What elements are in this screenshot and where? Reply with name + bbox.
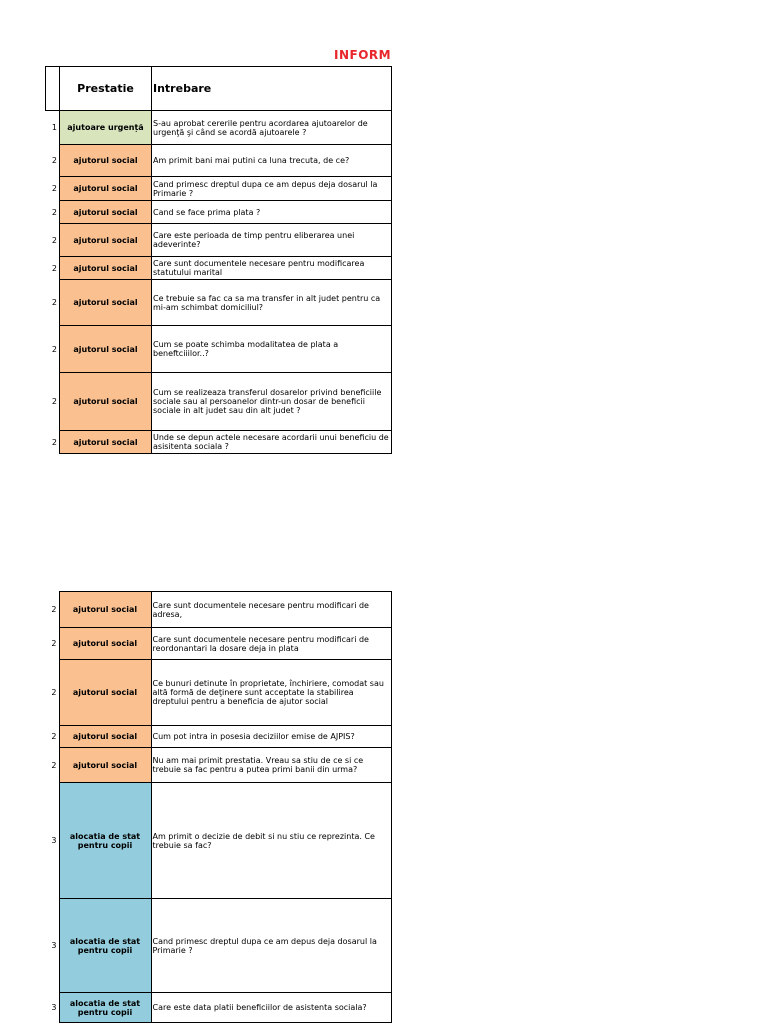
table-row bbox=[46, 224, 392, 257]
row-category: ajutorul social bbox=[59, 628, 151, 660]
row-num: 2 bbox=[46, 373, 60, 431]
row-category: ajutorul social bbox=[59, 748, 151, 783]
row-num: 2 bbox=[46, 326, 60, 373]
row-question: Care sunt documentele necesare pentru modificarea statutului marital bbox=[152, 257, 392, 280]
row-category: ajutorul social bbox=[60, 201, 152, 224]
row-category: ajutorul social bbox=[60, 224, 152, 257]
questions-table-2 bbox=[45, 591, 392, 1023]
row-question: Am primit o decizie de debit si nu stiu ce reprezinta. Ce trebuie sa fac? bbox=[151, 783, 391, 899]
row-question: Cand primesc dreptul dupa ce am depus deja dosarul la Primarie ? bbox=[152, 177, 392, 201]
header-intrebare: Intrebare bbox=[152, 67, 392, 111]
row-question: Unde se depun actele necesare acordarii unui beneficiu de asisitenta sociala ? bbox=[152, 431, 392, 454]
row-num: 2 bbox=[45, 628, 59, 660]
table-row bbox=[46, 431, 392, 454]
row-num: 2 bbox=[46, 224, 60, 257]
row-num: 3 bbox=[45, 993, 59, 1023]
table-row bbox=[46, 280, 392, 326]
row-question: Cum pot intra in posesia deciziilor emise de AJPIS? bbox=[151, 726, 391, 748]
row-question: Nu am mai primit prestatia. Vreau sa stiu de ce si ce trebuie sa fac pentru a putea primi banii din urma? bbox=[151, 748, 391, 783]
row-num: 2 bbox=[45, 748, 59, 783]
row-num: 2 bbox=[45, 592, 59, 628]
table-header-row bbox=[46, 67, 392, 111]
row-num: 2 bbox=[46, 201, 60, 224]
table-row bbox=[45, 993, 391, 1023]
row-category: ajutorul social bbox=[60, 326, 152, 373]
row-category: ajutorul social bbox=[60, 145, 152, 177]
table-row bbox=[46, 326, 392, 373]
row-num: 3 bbox=[45, 899, 59, 993]
table-row bbox=[45, 660, 391, 726]
row-num: 2 bbox=[45, 660, 59, 726]
row-question: Cum se realizeaza transferul dosarelor privind beneficiile sociale sau al persoanelor dintr-un dosar de beneficii sociale in alt judet sau din alt judet ? bbox=[152, 373, 392, 431]
page-title: INFORM bbox=[334, 48, 392, 62]
table-row bbox=[46, 257, 392, 280]
row-question: S-au aprobat cererile pentru acordarea ajutoarelor de urgenţă şi când se acordă ajutoarele ? bbox=[152, 111, 392, 145]
row-category: ajutorul social bbox=[60, 280, 152, 326]
table-row bbox=[46, 177, 392, 201]
table-row bbox=[45, 748, 391, 783]
row-category: ajutorul social bbox=[60, 431, 152, 454]
row-question: Care sunt documentele necesare pentru modificari de reordonantari la dosare deja in plata bbox=[151, 628, 391, 660]
row-category: alocatia de stat pentru copii bbox=[59, 783, 151, 899]
row-num: 1 bbox=[46, 111, 60, 145]
table-row bbox=[45, 628, 391, 660]
row-category: ajutorul social bbox=[60, 177, 152, 201]
row-num: 2 bbox=[46, 280, 60, 326]
table-row bbox=[45, 726, 391, 748]
table-row bbox=[45, 899, 391, 993]
row-question: Care este data platii beneficiilor de asistenta sociala? bbox=[151, 993, 391, 1023]
row-question: Cum se poate schimba modalitatea de plata a beneftciiilor..? bbox=[152, 326, 392, 373]
row-num: 2 bbox=[45, 726, 59, 748]
row-num: 2 bbox=[46, 431, 60, 454]
questions-table-1 bbox=[45, 66, 392, 454]
table-row bbox=[46, 145, 392, 177]
row-question: Am primit bani mai putini ca luna trecuta, de ce? bbox=[152, 145, 392, 177]
row-num: 2 bbox=[46, 145, 60, 177]
row-category: alocatia de stat pentru copii bbox=[59, 899, 151, 993]
row-question: Cand se face prima plata ? bbox=[152, 201, 392, 224]
table-row bbox=[46, 111, 392, 145]
table-row bbox=[45, 783, 391, 899]
row-category: alocatia de stat pentru copii bbox=[59, 993, 151, 1023]
row-category: ajutorul social bbox=[60, 373, 152, 431]
row-category: ajutorul social bbox=[59, 592, 151, 628]
row-question: Cand primesc dreptul dupa ce am depus deja dosarul la Primarie ? bbox=[151, 899, 391, 993]
header-num bbox=[46, 67, 60, 111]
row-category: ajutorul social bbox=[60, 257, 152, 280]
table-row bbox=[46, 201, 392, 224]
table-row bbox=[45, 592, 391, 628]
row-question: Care sunt documentele necesare pentru modificari de adresa, bbox=[151, 592, 391, 628]
row-question: Ce bunuri detinute în proprietate, închiriere, comodat sau altă formă de deţinere sunt acceptate la stabilirea dreptului pentru a beneficia de ajutor social bbox=[151, 660, 391, 726]
row-category: ajutorul social bbox=[59, 660, 151, 726]
row-category: ajutorul social bbox=[59, 726, 151, 748]
row-category: ajutoare urgență bbox=[60, 111, 152, 145]
row-question: Ce trebuie sa fac ca sa ma transfer in alt judet pentru ca mi-am schimbat domiciliul? bbox=[152, 280, 392, 326]
row-num: 2 bbox=[46, 257, 60, 280]
table-row bbox=[46, 373, 392, 431]
row-num: 3 bbox=[45, 783, 59, 899]
row-question: Care este perioada de timp pentru eliberarea unei adeverinte? bbox=[152, 224, 392, 257]
header-prestatie: Prestatie bbox=[60, 67, 152, 111]
row-num: 2 bbox=[46, 177, 60, 201]
